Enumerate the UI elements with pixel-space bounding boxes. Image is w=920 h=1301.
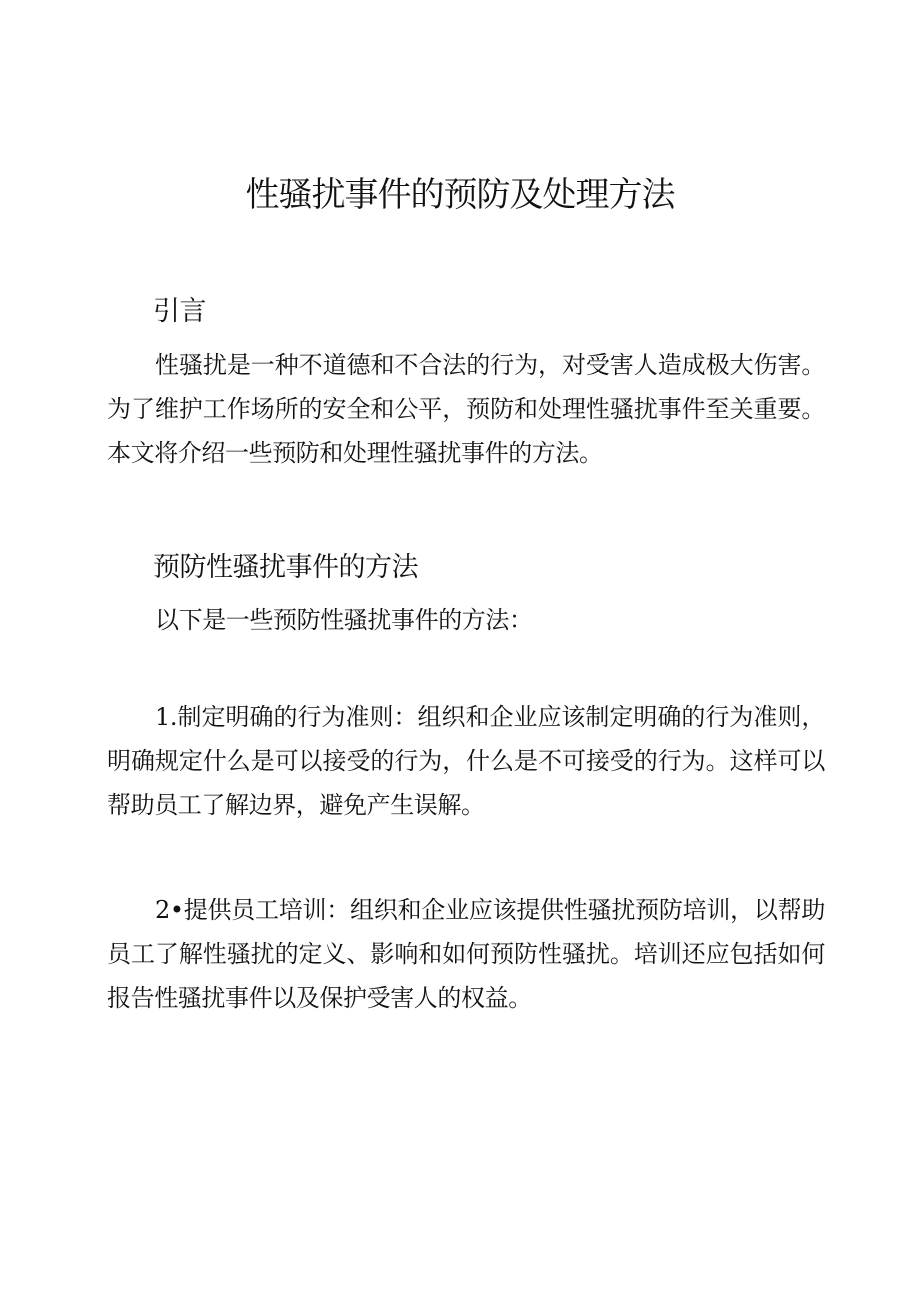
document-title: 性骚扰事件的预防及处理方法 xyxy=(245,175,675,215)
prevention-intro-paragraph: 以下是一些预防性骚扰事件的方法： xyxy=(155,606,533,634)
section-heading-introduction: 引言 xyxy=(153,296,206,327)
section-heading-prevention-methods: 预防性骚扰事件的方法 xyxy=(153,552,418,583)
prevention-item-1-code-of-conduct: 1.制定明确的行为准则：组织和企业应该制定明确的行为准则，明确规定什么是可以接受的行为，什么是不可接受的行为。这样可以帮助员工了解边界，避免产生误解。 xyxy=(107,703,825,819)
introduction-paragraph: 性骚扰是一种不道德和不合法的行为，对受害人造成极大伤害。为了维护工作场所的安全和公平，预防和处理性骚扰事件至关重要。本文将介绍一些预防和处理性骚扰事件的方法。 xyxy=(107,351,825,467)
prevention-item-2-employee-training: 2•提供员工培训：组织和企业应该提供性骚扰预防培训，以帮助员工了解性骚扰的定义、影响和如何预防性骚扰。培训还应包括如何报告性骚扰事件以及保护受害人的权益。 xyxy=(107,896,825,1012)
